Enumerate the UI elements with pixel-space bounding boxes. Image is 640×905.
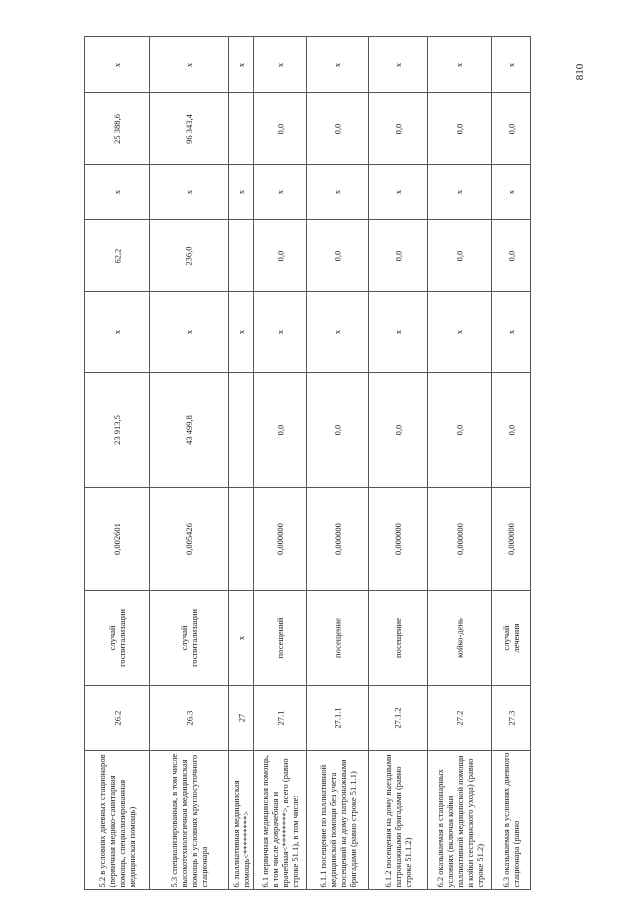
row-description: 5.3 специализированная, в том числе высокотехнологичная медицинская помощь в условиях круглосуточного стационара [169,753,209,888]
table-cell [428,165,492,220]
cell-c6: 0,0 [275,250,285,261]
cell-unit: случай госпитализации [179,609,199,667]
table-cell [85,220,150,292]
table-cell [307,37,369,93]
table-cell [150,37,229,93]
table-cell [150,591,229,686]
cell-c7: х [454,189,465,195]
cell-c6: 236,0 [184,245,194,266]
table-cell [254,292,307,373]
cell-c7: х [332,189,343,195]
table-cell [254,165,307,220]
table-band-norm [85,488,531,591]
cell-c8: 25 388,6 [112,113,122,144]
table-cell [150,373,229,488]
cell-c5: х [332,329,343,335]
table-cell [307,686,369,751]
table-cell [369,591,428,686]
cell-cost: 0,0 [454,424,465,436]
table-cell [150,751,229,890]
table-cell [307,220,369,292]
cell-unit: случай лечения [501,623,521,653]
table-cell [307,373,369,488]
cell-unit: посещение [332,618,343,658]
cell-unit: посещений [275,617,285,659]
cell-c9: х [332,62,343,67]
table-band-unit [85,591,531,686]
cell-code: 27.3 [506,710,516,726]
table-cell [492,220,531,292]
table-cell [369,686,428,751]
table-band-c6 [85,220,531,292]
cell-c9: х [112,62,122,67]
cell-code: 27.1.1 [332,707,343,729]
cell-c7: х [184,189,194,195]
table-cell [369,292,428,373]
table-cell [492,488,531,591]
table-cell [229,751,254,890]
cell-c9: х [506,62,516,67]
cell-code: 27.2 [454,710,465,726]
cell-norm: 0,005426 [184,523,194,555]
table-cell [428,751,492,890]
cell-code: 26.3 [184,710,194,726]
cell-code: 27.1 [275,710,285,726]
table-cell [492,93,531,165]
table-cell [254,686,307,751]
row-description: 6.3 оказываемая в условиях дневного стационара (равно [501,752,521,888]
table-band-c7 [85,165,531,220]
table-cell [428,37,492,93]
cell-code: 27.1.2 [393,707,403,729]
table-cell [369,220,428,292]
cell-c7: х [393,189,403,195]
cell-c7: х [506,189,516,195]
row-description: 6.1.1 посещение по паллиативной медицинской помощи без учета посещений на дому патронажными бригадами (равно строке 51.1.1) [317,759,358,888]
cell-norm: 0,000000 [393,523,403,555]
table-band-c8 [85,93,531,165]
cell-c8: 0,0 [275,123,285,134]
cell-c7: х [112,189,122,195]
table-cell [428,93,492,165]
cell-norm: 0,000000 [332,523,343,555]
table-cell [428,373,492,488]
table-cell [254,488,307,591]
cell-c6: 0,0 [393,250,403,261]
table-cell [492,165,531,220]
page-number: 810 [574,63,586,81]
table-band-c9 [85,37,531,93]
table-band-desc [85,751,531,890]
table-cell [369,37,428,93]
cell-c7: х [236,189,246,195]
table-cell [85,37,150,93]
row-description: 6.1 первичная медицинская помощь, в том числе доврачебная и врачебная<********>, всего (равно строке 51.1), в том числе: [260,755,300,888]
cell-c5: х [112,329,122,335]
table-cell [369,751,428,890]
table-cell [428,220,492,292]
table-cell [229,37,254,93]
table-cell [369,488,428,591]
cell-norm: 0,000000 [275,523,285,555]
table-cell [307,93,369,165]
table-cell [229,488,254,591]
row-description: 6. паллиативная медицинская помощь<*********> [231,780,251,888]
table-cell [492,373,531,488]
table-cell [85,686,150,751]
cell-c6: 0,0 [506,250,516,261]
table-cell [428,686,492,751]
table-cell [369,93,428,165]
table-cell [254,751,307,890]
cell-c6: 62,2 [112,248,122,263]
cell-c5: х [454,329,465,335]
table-cell [254,373,307,488]
table-cell [229,686,254,751]
table-cell [307,165,369,220]
row-description: 5.2 в условиях дневных стационаров (первичная медико-санитарная помощь, специализированная медицинская помощь) [97,754,137,888]
table-cell [85,751,150,890]
cell-c9: х [236,62,246,67]
cell-cost: 0,0 [275,424,285,436]
cell-cost: 0,0 [506,424,516,436]
table-band-code [85,686,531,751]
table-band-cost [85,373,531,488]
table-cell [229,93,254,165]
table-cell [428,292,492,373]
cell-unit: посещение [393,618,403,658]
table-cell [150,292,229,373]
cell-norm: 0,000000 [506,523,516,555]
table-cell [229,292,254,373]
cell-c8: 0,0 [506,123,516,134]
table-cell [369,373,428,488]
cell-c8: 0,0 [454,123,465,134]
cell-cost: 0,0 [393,424,403,436]
table-cell [307,591,369,686]
table-cell [85,165,150,220]
cell-norm: 0,002601 [112,523,122,555]
cell-c9: х [275,62,285,67]
cell-c5: х [393,329,403,335]
cell-cost: 0,0 [332,424,343,436]
table-cell [307,751,369,890]
table-cell [85,488,150,591]
table-cell [150,220,229,292]
table-cell [229,165,254,220]
cell-norm: 0,000000 [454,523,465,555]
table-cell [428,591,492,686]
cell-c5: х [275,329,285,335]
table-cell [492,751,531,890]
cell-unit: случай госпитализации [107,609,127,667]
table-cell [254,591,307,686]
table-cell [85,373,150,488]
data-table [84,36,531,890]
table-cell [492,591,531,686]
table-cell [85,591,150,686]
cell-c5: х [506,329,516,335]
table-cell [229,591,254,686]
table-cell [229,373,254,488]
cell-c7: х [275,189,285,195]
table-cell [85,93,150,165]
table-cell [254,220,307,292]
table-cell [307,292,369,373]
table-cell [428,488,492,591]
cell-c6: 0,0 [454,250,465,261]
cell-cost: 23 913,5 [112,415,122,445]
table-cell [150,686,229,751]
table-cell [369,165,428,220]
cell-c6: 0,0 [332,250,343,261]
table-cell [492,37,531,93]
cell-c5: х [184,329,194,335]
table-cell [492,686,531,751]
cell-unit: койко-день [454,618,465,658]
cell-unit: х [236,635,246,641]
table-cell [254,93,307,165]
cell-c8: 0,0 [393,123,403,134]
table-cell [492,292,531,373]
cell-c9: х [184,62,194,67]
table-cell [254,37,307,93]
table-band-c5 [85,292,531,373]
cell-c8: 96 343,4 [184,113,194,144]
cell-cost: 43 499,8 [184,415,194,445]
row-description: 6.2 оказываемая в стационарных условиях (включая койки паллиативной медицинской помощи и койки сестринского ухода) (равно строке 51.2) [434,755,485,888]
table-cell [229,220,254,292]
cell-c8: 0,0 [332,123,343,134]
cell-c5: х [236,329,246,335]
row-description: 6.1.2 посещения на дому выездными патронажными бригадами (равно строке 51.1.2) [383,754,413,888]
table-cell [307,488,369,591]
cell-code: 26.2 [112,710,122,726]
cell-c9: х [393,62,403,67]
table-cell [150,165,229,220]
table-cell [150,93,229,165]
table-cell [150,488,229,591]
cell-c9: х [454,62,465,67]
cell-code: 27 [236,713,246,723]
table-cell [85,292,150,373]
